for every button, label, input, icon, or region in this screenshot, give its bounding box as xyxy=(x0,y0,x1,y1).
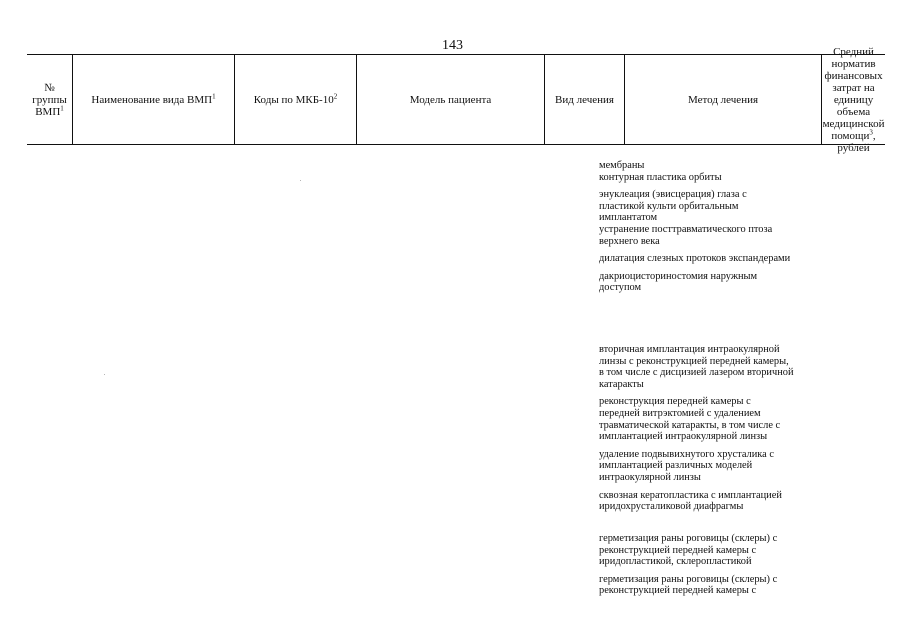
footnote-2: 2 xyxy=(333,91,338,100)
method-item: вторичная имплантация интраокулярной линзы с реконструкцией передней камеры, в том числе с дисцизией лазером вторичной катаракты xyxy=(599,344,794,390)
method-group-3 xyxy=(599,533,794,603)
header-cost-norm xyxy=(821,45,885,154)
method-group-2 xyxy=(599,344,794,519)
scan-speck xyxy=(300,180,301,181)
footnote-1: 1 xyxy=(60,103,64,112)
header-vmp-name xyxy=(72,55,234,144)
method-item: контурная пластика орбиты xyxy=(599,171,722,183)
header-treatment-type-label: Вид лечения xyxy=(555,93,614,106)
method-item: дилатация слезных протоков экспандерами xyxy=(599,253,791,265)
scan-speck xyxy=(104,374,105,375)
header-patient-model-label: Модель пациента xyxy=(409,93,492,106)
method-item: сквозная кератопластика с имплантацией иридохрусталиковой диафрагмы xyxy=(599,489,782,513)
header-treatment-type xyxy=(544,55,624,144)
footnote-3: 3 xyxy=(869,127,873,136)
page-number: 143 xyxy=(442,38,463,53)
header-group-number xyxy=(27,55,72,144)
header-treatment-method-label: Метод лечения xyxy=(687,93,759,106)
method-item: герметизация раны роговицы (склеры) с реконструкцией передней камеры с xyxy=(599,573,778,597)
method-group-1 xyxy=(599,160,794,300)
method-item: энуклеация (эвисцерация) глаза с пластикой культи орбитальным имплантатом xyxy=(599,189,747,224)
footnote-1: 1 xyxy=(212,91,216,100)
header-cost-norm-unit: , рублей xyxy=(837,129,876,154)
header-treatment-method xyxy=(624,55,821,144)
header-patient-model xyxy=(356,55,544,144)
method-item: устранение посттравматического птоза верхнего века xyxy=(599,223,773,247)
header-icd-codes-label: Коды по МКБ-10 xyxy=(253,93,334,106)
method-item: реконструкция передней камеры с передней витрэктомией с удалением травматической катаракты, в том числе с имплантацией интраокулярной линзы xyxy=(599,396,781,443)
method-item: удаление подвывихнутого хрусталика с имплантацией различных моделей интраокулярной линзы xyxy=(599,448,774,483)
method-item: мембраны xyxy=(599,160,645,171)
header-cost-norm-label: Средний норматив финансовых затрат на единицу объема медицинской помощи xyxy=(822,45,885,142)
method-item: герметизация раны роговицы (склеры) с реконструкцией передней камеры с иридопластикой, склеропластикой xyxy=(599,533,778,568)
header-vmp-name-label: Наименование вида ВМП xyxy=(91,93,213,106)
method-item: дакриоцисториностомия наружным доступом xyxy=(599,270,758,294)
header-icd-codes xyxy=(234,55,356,144)
header-group-number-label: № группы ВМП xyxy=(32,81,67,118)
